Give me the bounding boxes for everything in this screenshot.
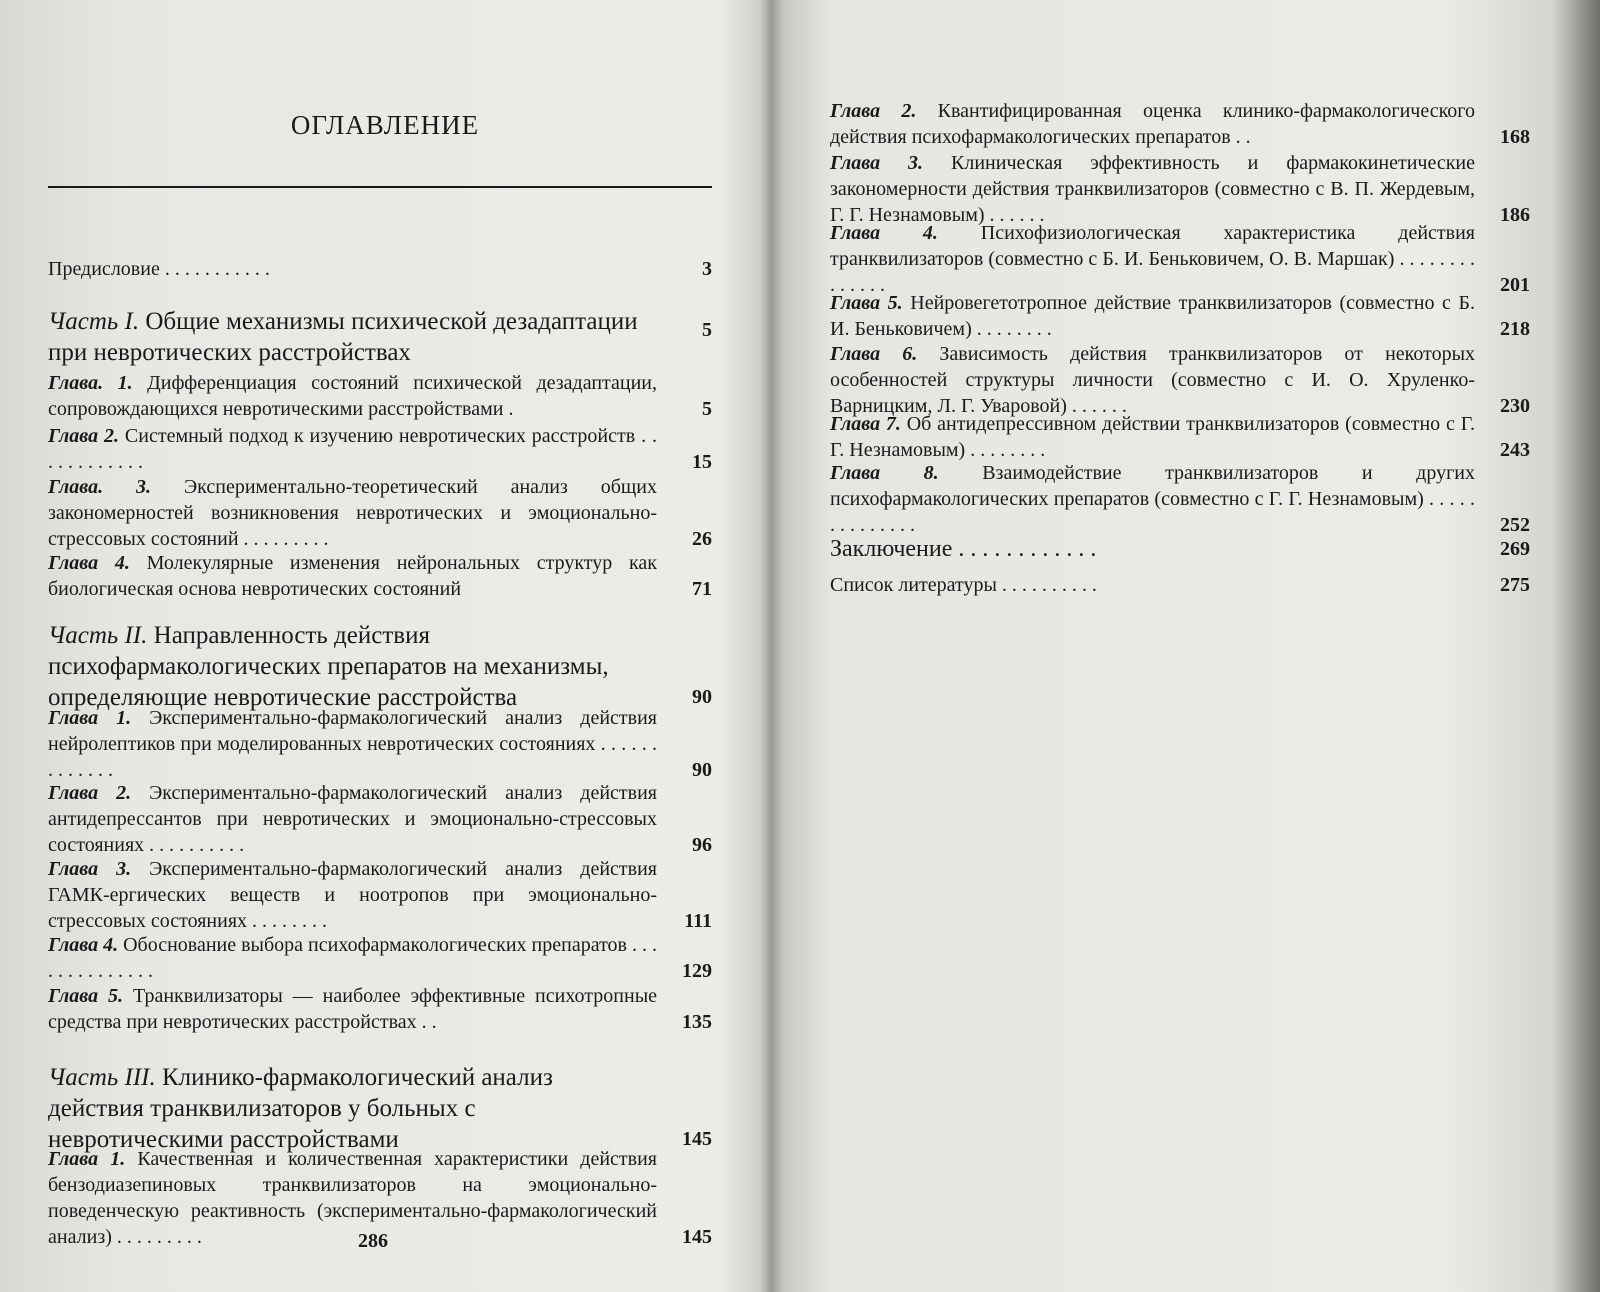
toc-entry-chapter	[48, 474, 712, 552]
entry-page: 90	[692, 759, 712, 781]
entry-text: Психофизиологическая характеристика действия транквилизаторов (совместно с Б. И. Беньковичем, О. В. Маршак) . . . . . . . . . . . . . .	[830, 222, 1475, 296]
entry-page: 90	[692, 686, 712, 708]
entry-page: 3	[702, 258, 712, 280]
entry-text: Экспериментально-теоретический анализ общих закономерностей возникновения невротических и эмоционально-стрессовых состояний . . . . . . . . .	[48, 476, 658, 550]
toc-entry-chapter	[48, 780, 712, 858]
toc-entry-chapter	[48, 550, 712, 602]
toc-entry-chapter	[48, 856, 712, 934]
toc-entry-chapter	[48, 983, 712, 1035]
entry-text: Направленность действия психофармакологических препаратов на механизмы, определяющие невротические расстройства	[48, 622, 609, 711]
entry-label: Часть II.	[48, 622, 148, 649]
entry-text: Экспериментально-фармакологический анализ действия ГАМК-ергических веществ и ноотропов при эмоционально-стрессовых состояниях . . . . . . . .	[48, 858, 657, 932]
entry-text: Системный подход к изучению невротических расстройств . . . . . . . . . . . .	[48, 425, 657, 473]
toc-entry-chapter	[48, 705, 712, 783]
entry-text: Клинико-фармакологический анализ действия транквилизаторов у больных с невротическими расстройствами	[48, 1064, 553, 1153]
entry-page: 145	[682, 1128, 712, 1150]
entry-label: Глава 1.	[48, 1148, 126, 1170]
entry-text: Взаимодействие транквилизаторов и других психофармакологических препаратов (совместно с Г. Г. Незнамовым) . . . . . . . . . . . . . .	[830, 462, 1475, 536]
entry-page: 243	[1500, 439, 1530, 461]
entry-page: 96	[692, 834, 712, 856]
entry-text: Заключение . . . . . . . . . . . .	[830, 536, 1097, 562]
right-page	[790, 0, 1570, 1292]
toc-entry-chapter	[48, 932, 712, 984]
entry-label: Глава 7.	[830, 413, 901, 435]
toc-entry-chapter	[48, 423, 712, 475]
entry-label: Глава 2.	[48, 425, 119, 447]
entry-text: Транквилизаторы — наиболее эффективные психотропные средства при невротических расстройствах . .	[48, 985, 658, 1033]
entry-label: Глава 6.	[830, 343, 918, 365]
toc-entry-conclusion	[830, 536, 1530, 562]
page-number: 286	[358, 1230, 388, 1252]
toc-entry-chapter	[830, 290, 1530, 342]
entry-text: Список литературы . . . . . . . . . .	[830, 574, 1097, 596]
entry-page: 218	[1500, 318, 1530, 340]
entry-label: Глава 4.	[48, 552, 130, 574]
entry-text: Зависимость действия транквилизаторов от некоторых особенностей структуры личности (совместно с И. О. Хруленко-Варницким, Л. Г. Уваровой) . . . . . .	[830, 343, 1476, 417]
left-page	[0, 0, 770, 1292]
entry-text: Дифференциация состояний психической дезадаптации, сопровождающихся невротическими расстройствами .	[48, 372, 658, 420]
toc-entry-chapter	[830, 341, 1530, 419]
toc-entry-chapter	[830, 98, 1530, 150]
entry-page: 145	[682, 1226, 712, 1248]
entry-text: Экспериментально-фармакологический анализ действия антидепрессантов при невротических и эмоционально-стрессовых состояниях . . . . . . . . . .	[48, 782, 657, 856]
entry-label: Глава 4.	[48, 934, 119, 956]
toc-entry-chapter	[830, 411, 1530, 463]
toc-entry-part-3	[48, 1062, 712, 1155]
entry-label: Глава. 1.	[48, 372, 133, 394]
entry-page: 5	[702, 398, 712, 420]
entry-text: Молекулярные изменения нейрональных структур как биологическая основа невротических состояний	[48, 552, 657, 600]
entry-text: Об антидепрессивном действии транквилизаторов (совместно с Г. Г. Незнамовым) . . . . . . . .	[830, 413, 1476, 461]
entry-text: Качественная и количественная характеристики действия бензодиазепиновых транквилизаторов на эмоционально-поведенческую реактивность (экспериментально-фармакологический анализ) . . . . . . . . .	[48, 1148, 657, 1248]
entry-label: Глава 1.	[48, 707, 132, 729]
entry-text: Клиническая эффективность и фармакокинетические закономерности действия транквилизаторов (совместно с В. П. Жердевым, Г. Г. Незнамовым) . . . . . .	[830, 152, 1476, 226]
toc-entry-chapter	[830, 220, 1530, 298]
toc-entry-part-1	[48, 306, 712, 368]
entry-text: Экспериментально-фармакологический анализ действия нейролептиков при моделированных невротических состояниях . . . . . . . . . . . . .	[48, 707, 657, 781]
entry-label: Глава 8.	[830, 462, 939, 484]
toc-entry-chapter	[830, 150, 1530, 228]
title-rule	[48, 186, 712, 188]
toc-entry-chapter	[830, 460, 1530, 538]
entry-label: Глава. 3.	[48, 476, 152, 498]
entry-text: Квантифицированная оценка клинико-фармакологического действия психофармакологических препаратов . .	[830, 100, 1475, 148]
entry-label: Глава 5.	[48, 985, 124, 1007]
entry-page: 5	[702, 319, 712, 341]
entry-label: Глава 3.	[48, 858, 132, 880]
entry-page: 269	[1500, 538, 1530, 560]
entry-label: Глава 4.	[830, 222, 938, 244]
toc-entry-references	[830, 572, 1530, 598]
entry-page: 135	[682, 1011, 712, 1033]
entry-page: 201	[1500, 274, 1530, 296]
entry-text: Обоснование выбора психофармакологических препаратов . . . . . . . . . . . . . .	[48, 934, 657, 982]
entry-label: Часть III.	[48, 1064, 156, 1091]
entry-page: 275	[1500, 574, 1530, 596]
entry-label: Глава 2.	[830, 100, 917, 122]
toc-entry-part-2	[48, 620, 712, 713]
entry-page: 129	[682, 960, 712, 982]
entry-page: 15	[692, 451, 712, 473]
entry-page: 252	[1500, 514, 1530, 536]
toc-entry-preface	[48, 256, 712, 282]
entry-text: Нейровегетотропное действие транквилизаторов (совместно с Б. И. Беньковичем) . . . . . . . .	[830, 292, 1476, 340]
entry-page: 168	[1500, 126, 1530, 148]
entry-label: Часть I.	[48, 308, 140, 335]
entry-label: Глава 5.	[830, 292, 903, 314]
toc-title: ОГЛАВЛЕНИЕ	[290, 110, 480, 140]
entry-page: 111	[684, 910, 712, 932]
entry-page: 26	[692, 528, 712, 550]
entry-page: 186	[1500, 204, 1530, 226]
toc-entry-chapter	[48, 370, 712, 422]
entry-text: Общие механизмы психической дезадаптации при невротических расстройствах	[48, 308, 638, 366]
entry-page: 71	[692, 578, 712, 600]
entry-label: Глава 3.	[830, 152, 924, 174]
entry-text: Предисловие . . . . . . . . . . .	[48, 258, 270, 280]
entry-label: Глава 2.	[48, 782, 132, 804]
entry-page: 230	[1500, 395, 1530, 417]
